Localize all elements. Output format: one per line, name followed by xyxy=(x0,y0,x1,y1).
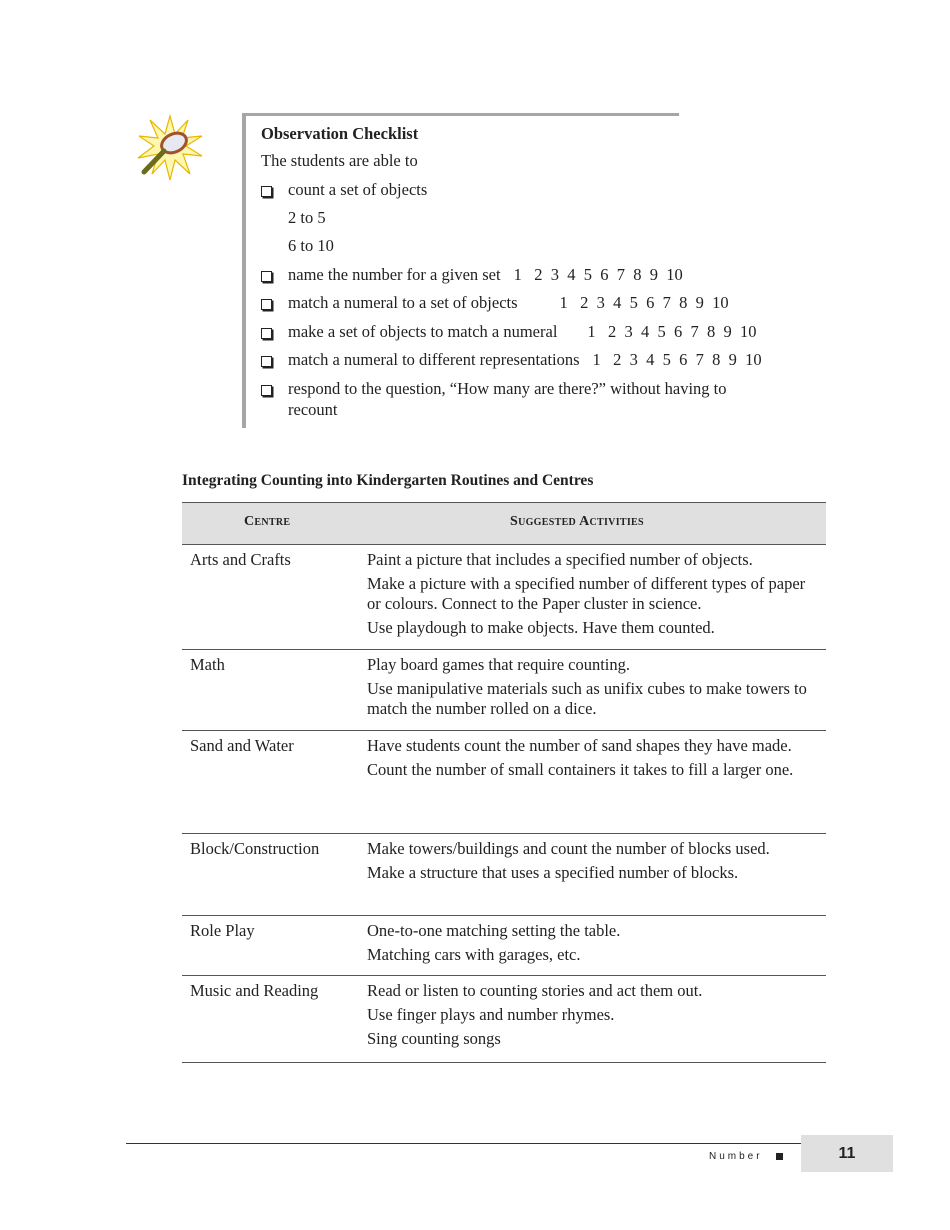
checklist-subitem: 2 to 5 xyxy=(288,208,326,227)
checkbox[interactable] xyxy=(261,271,272,282)
page-number: 11 xyxy=(801,1135,893,1172)
checklist-item-continued: recount xyxy=(288,400,338,419)
checkbox[interactable] xyxy=(261,328,272,339)
activities-cell: One-to-one matching setting the table. Matching cars with garages, etc. xyxy=(367,921,621,964)
checklist-item: respond to the question, “How many are there?” without having to xyxy=(288,379,727,398)
header-centre: Centre xyxy=(244,514,291,529)
footer-rule xyxy=(126,1143,801,1144)
table-row xyxy=(182,834,826,916)
checklist-item: match a numeral to different representations 1 2 3 4 5 6 7 8 9 10 xyxy=(288,350,762,369)
centres-table xyxy=(182,502,826,1063)
checklist-item: make a set of objects to match a numeral 1 2 3 4 5 6 7 8 9 10 xyxy=(288,322,757,341)
table-header xyxy=(182,503,826,545)
table-title: Integrating Counting into Kindergarten Routines and Centres xyxy=(182,472,594,489)
observation-checklist xyxy=(242,113,762,428)
centre-cell: Math xyxy=(190,655,225,674)
activities-cell: Play board games that require counting. Use manipulative materials such as unifix cubes to make towers to match the number rolled on a dice. xyxy=(367,655,807,718)
centre-cell: Block/Construction xyxy=(190,839,320,858)
checkbox[interactable] xyxy=(261,356,272,367)
table-row xyxy=(182,545,826,650)
magnifying-glass-icon xyxy=(136,114,204,182)
checklist-intro: The students are able to xyxy=(261,151,418,170)
table-row xyxy=(182,650,826,731)
activities-cell: Make towers/buildings and count the number of blocks used. Make a structure that uses a specified number of blocks. xyxy=(367,839,770,882)
checkbox[interactable] xyxy=(261,385,272,396)
activities-cell: Read or listen to counting stories and act them out. Use finger plays and number rhymes. Sing counting songs xyxy=(367,981,703,1048)
checklist-title: Observation Checklist xyxy=(261,124,419,143)
table-row xyxy=(182,916,826,976)
centre-cell: Sand and Water xyxy=(190,736,294,755)
activities-cell: Have students count the number of sand shapes they have made. Count the number of small containers it takes to fill a larger one. xyxy=(367,736,794,779)
footer-section: Number xyxy=(709,1151,763,1162)
checklist-item: match a numeral to a set of objects 1 2 3 4 5 6 7 8 9 10 xyxy=(288,293,729,312)
checkbox[interactable] xyxy=(261,299,272,310)
checklist-item: name the number for a given set 1 2 3 4 5 6 7 8 9 10 xyxy=(288,265,683,284)
table-row xyxy=(182,976,826,1063)
centre-cell: Arts and Crafts xyxy=(190,550,291,569)
checkbox[interactable] xyxy=(261,186,272,197)
activities-cell: Paint a picture that includes a specified number of objects. Make a picture with a specified number of different types of paper or colours. Connect to the Paper cluster in science. Use playdough to make objects. Have them counted. xyxy=(367,550,806,637)
checklist-subitem: 6 to 10 xyxy=(288,236,334,255)
centre-cell: Music and Reading xyxy=(190,981,319,1000)
checklist-item: count a set of objects xyxy=(288,180,428,199)
header-activities: Suggested Activities xyxy=(510,514,644,529)
table-row xyxy=(182,731,826,834)
square-bullet-icon xyxy=(776,1153,783,1160)
centre-cell: Role Play xyxy=(190,921,255,940)
